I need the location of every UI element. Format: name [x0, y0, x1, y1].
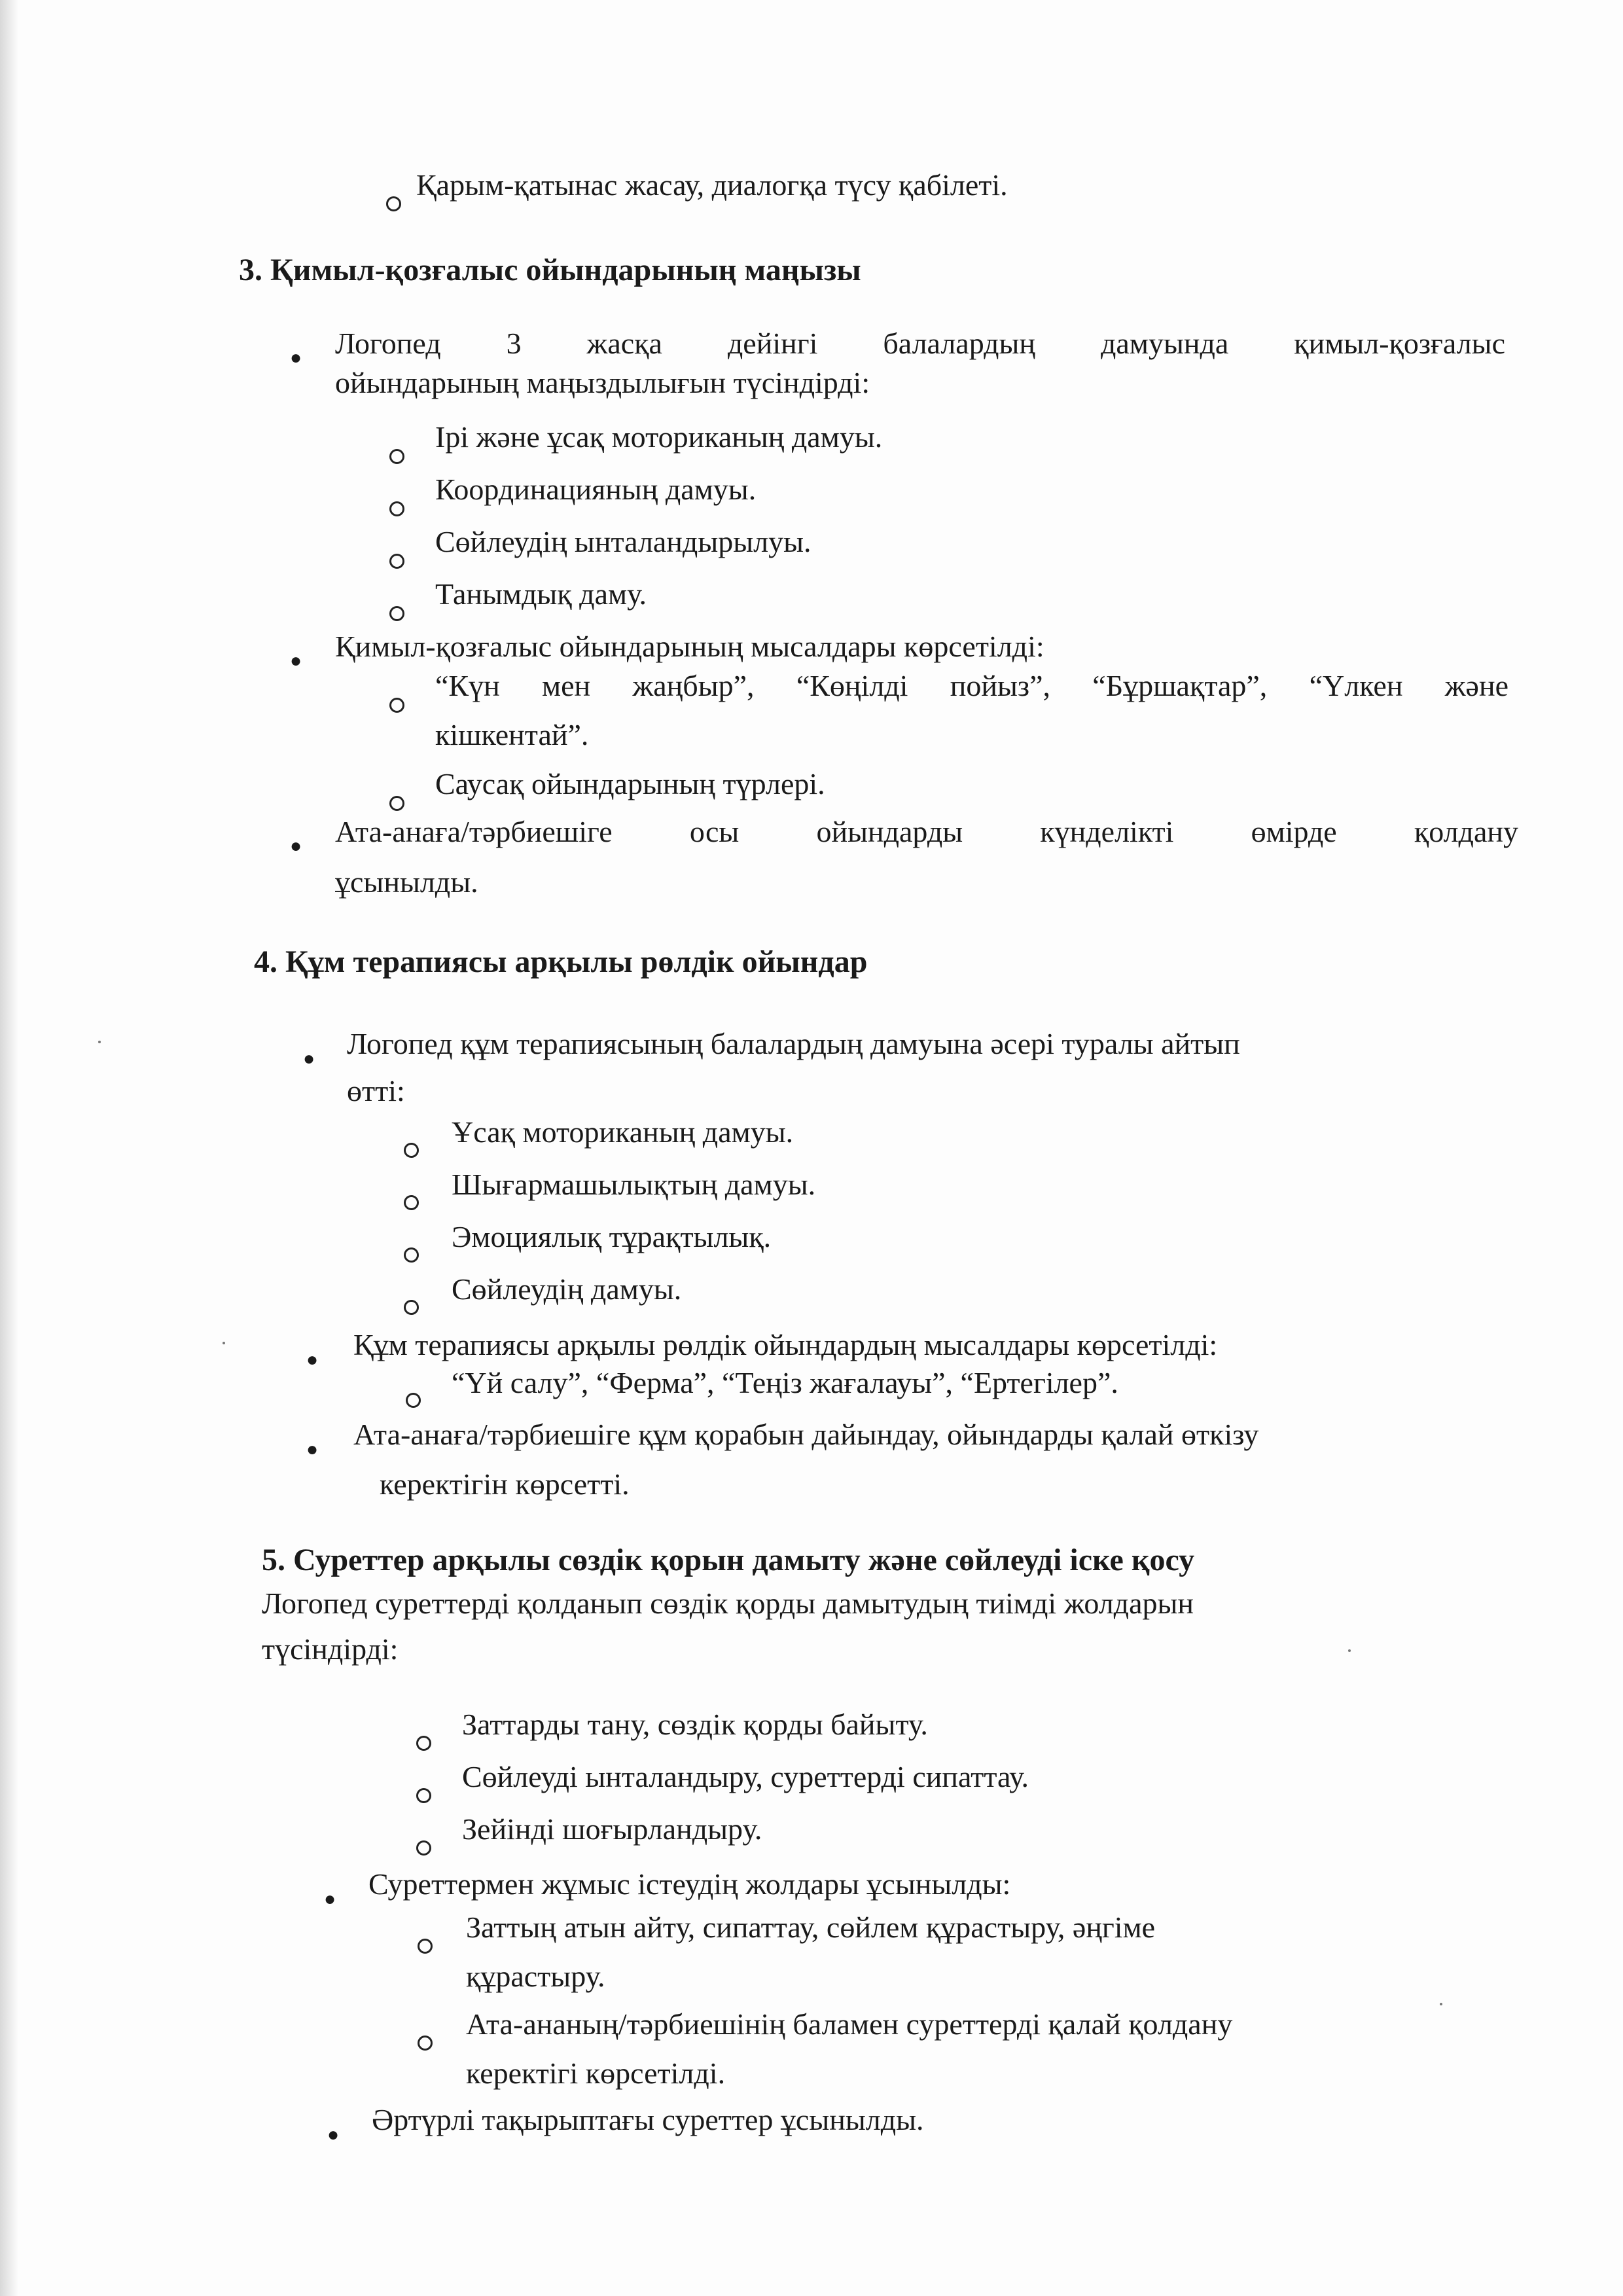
list-item: Заттың атын айту, сипаттау, сөйлем құрастыру, әңгіме — [466, 1910, 1156, 1944]
list-item-continuation: ойындарының маңыздылығын түсіндірді: — [335, 366, 870, 399]
list-item: Заттарды тану, сөздік қорды байыту. — [462, 1708, 928, 1741]
circle-bullet-icon — [386, 196, 401, 211]
circle-bullet-icon — [389, 698, 404, 713]
section-heading: 3. Қимыл-қозғалыс ойындарының маңызы — [239, 253, 861, 287]
bullet-icon: ● — [290, 650, 302, 672]
list-item-continuation: кішкентай”. — [435, 718, 589, 751]
scan-speck — [1348, 1649, 1351, 1652]
list-item: Шығармашылықтың дамуы. — [452, 1168, 816, 1201]
list-item: “Үй салу”, “Ферма”, “Теңіз жағалауы”, “Ертегілер”. — [452, 1366, 1118, 1399]
bullet-icon: ● — [290, 347, 302, 368]
list-item: Құм терапиясы арқылы рөлдік ойындардың мысалдары көрсетілді: — [353, 1328, 1218, 1361]
circle-bullet-icon — [389, 606, 404, 621]
list-item: Сөйлеудің ынталандырылуы. — [435, 525, 812, 558]
circle-bullet-icon — [404, 1143, 419, 1158]
circle-bullet-icon — [404, 1247, 419, 1263]
list-item: Суреттермен жұмыс істеудің жолдары ұсынылды: — [368, 1867, 1011, 1901]
bullet-icon: ● — [303, 1048, 315, 1069]
circle-bullet-icon — [406, 1393, 421, 1408]
bullet-icon: ● — [327, 2124, 340, 2145]
list-item-continuation: керектігі көрсетілді. — [466, 2056, 726, 2090]
list-item: Сөйлеуді ынталандыру, суреттерді сипаттау. — [462, 1760, 1029, 1793]
circle-bullet-icon — [416, 1788, 431, 1803]
list-item: Координацияның дамуы. — [435, 473, 757, 506]
paragraph-line: түсіндірді: — [262, 1632, 399, 1666]
circle-bullet-icon — [416, 1840, 431, 1856]
circle-bullet-icon — [389, 449, 404, 464]
list-item-continuation: өтті: — [347, 1074, 405, 1107]
circle-bullet-icon — [416, 1736, 431, 1751]
list-item: Ата-анаға/тәрбиешіге құм қорабын дайындау, ойындарды қалай өткізу — [353, 1418, 1259, 1451]
circle-bullet-icon — [389, 796, 404, 811]
scan-speck — [1440, 2003, 1442, 2005]
bullet-icon: ● — [290, 835, 302, 857]
list-item: Қимыл-қозғалыс ойындарының мысалдары көрсетілді: — [335, 630, 1044, 663]
circle-bullet-icon — [418, 2036, 433, 2051]
scan-edge-shadow — [0, 0, 18, 2296]
list-item: Зейінді шоғырландыру. — [462, 1812, 762, 1846]
list-item: Қарым-қатынас жасау, диалогқа түсу қабілеті. — [416, 168, 1008, 202]
list-item: Эмоциялық тұрақтылық. — [452, 1220, 772, 1253]
circle-bullet-icon — [418, 1939, 433, 1954]
circle-bullet-icon — [404, 1195, 419, 1210]
circle-bullet-icon — [389, 554, 404, 569]
list-item: Логопед 3 жасқа дейінгі балалардың дамуында қимыл-қозғалыс — [335, 327, 1505, 360]
list-item: “Күн мен жаңбыр”, “Көңілді пойыз”, “Бұршақтар”, “Үлкен және — [435, 669, 1508, 702]
list-item: Ірі және ұсақ моториканың дамуы. — [435, 420, 883, 454]
list-item: Әртүрлі тақырыптағы суреттер ұсынылды. — [372, 2103, 924, 2136]
bullet-icon: ● — [306, 1349, 319, 1371]
list-item-continuation: құрастыру. — [466, 1960, 605, 1993]
list-item-continuation: ұсынылды. — [335, 865, 478, 899]
paragraph-line: Логопед суреттерді қолданып сөздік қорды дамытудың тиімді жолдарын — [262, 1587, 1194, 1620]
list-item: Ата-анаға/тәрбиешіге осы ойындарды күнделікті өмірде қолдану — [335, 815, 1518, 848]
scan-speck — [223, 1342, 225, 1344]
section-heading: 5. Суреттер арқылы сөздік қорын дамыту және сөйлеуді іске қосу — [262, 1543, 1195, 1577]
bullet-icon: ● — [306, 1439, 319, 1460]
list-item-continuation: керектігін көрсетті. — [380, 1467, 630, 1501]
list-item: Саусақ ойындарының түрлері. — [435, 767, 825, 800]
bullet-icon: ● — [324, 1888, 336, 1910]
scan-speck — [98, 1041, 101, 1043]
circle-bullet-icon — [404, 1300, 419, 1315]
list-item: Логопед құм терапиясының балалардың дамуына әсері туралы айтып — [347, 1027, 1240, 1060]
circle-bullet-icon — [389, 501, 404, 516]
list-item: Сөйлеудің дамуы. — [452, 1272, 682, 1306]
list-item: Танымдық даму. — [435, 577, 647, 611]
section-heading: 4. Құм терапиясы арқылы рөлдік ойындар — [254, 944, 868, 979]
list-item: Ұсақ моториканың дамуы. — [452, 1115, 794, 1149]
list-item: Ата-ананың/тәрбиешінің баламен суреттерді қалай қолдану — [466, 2007, 1233, 2041]
